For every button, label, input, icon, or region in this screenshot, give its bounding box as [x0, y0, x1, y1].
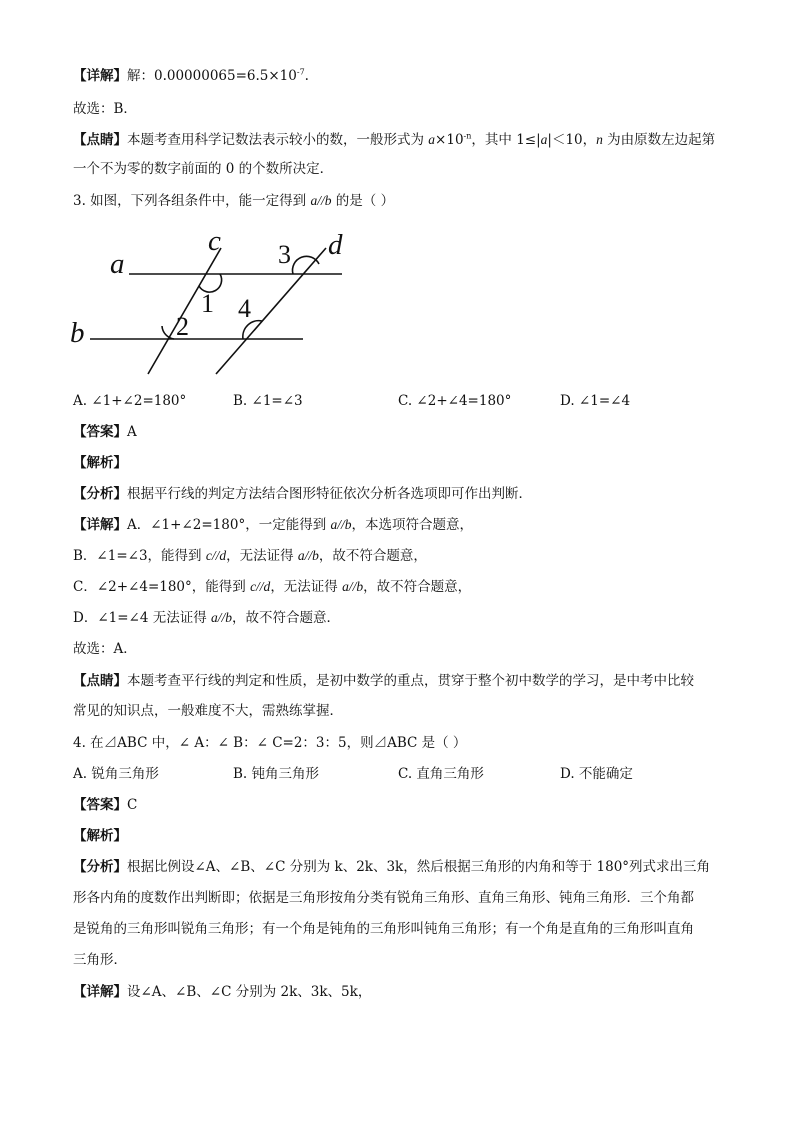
- var-a: a: [540, 132, 548, 147]
- detail-var: a//b: [342, 579, 364, 594]
- q3-option-c: C. ∠2+∠4=180°: [398, 393, 512, 409]
- detail-text: ，故不符合题意，: [363, 579, 472, 595]
- detail-text: D．∠1=∠4 无法证得: [73, 610, 212, 626]
- detail-text: ，无法证得: [270, 579, 343, 595]
- comment-text: 本题考查用科学记数法表示较小的数，一般形式为: [127, 132, 429, 148]
- answer-value: A: [127, 424, 137, 440]
- exponent: -n: [463, 131, 472, 141]
- fenxi-text: 根据比例设∠A、∠B、∠C 分别为 k、2k、3k，然后根据三角形的内角和等于 180°列式求出三角: [127, 859, 711, 875]
- detail-var: a//b: [330, 517, 352, 532]
- detail-var: c//d: [250, 579, 271, 594]
- q3-comment-1: [73, 672, 694, 690]
- stem-text: 的是（ ）: [331, 193, 395, 209]
- parallel-lines-figure: [66, 224, 366, 384]
- comment-text: 为由原数左边起第: [602, 132, 716, 148]
- q4-analysis-tag: 【解析】: [73, 828, 127, 844]
- q3-detail-2: [73, 547, 427, 565]
- comment-text: ×10: [435, 132, 464, 148]
- q4-answer: [73, 796, 137, 814]
- q3-fenxi: [73, 485, 532, 503]
- detail-tag: 【详解】: [73, 68, 127, 84]
- comment-text: ，其中 1≤|: [471, 132, 541, 148]
- answer-tag: 【答案】: [73, 797, 127, 813]
- detail-tag: 【详解】: [73, 517, 127, 533]
- detail-text: ，无法证得: [226, 548, 298, 564]
- line-d: [216, 248, 326, 374]
- answer-tag: 【答案】: [73, 424, 127, 440]
- detail-var: a//b: [297, 548, 319, 563]
- q2-choose: 故选：B．: [73, 101, 137, 117]
- comment-text: |＜10，: [547, 132, 597, 148]
- label-4: 4: [238, 294, 251, 323]
- label-b: b: [70, 317, 85, 349]
- exponent: -7: [296, 67, 305, 77]
- detail-text: ，故不符合题意，: [318, 548, 427, 564]
- q3-detail-1: [73, 516, 473, 534]
- detail-text: 解：0.00000065=6.5×10: [127, 68, 297, 84]
- q2-detail-line: [73, 67, 309, 85]
- q3-option-b: B. ∠1=∠3: [233, 393, 303, 409]
- q3-stem: [73, 192, 394, 210]
- q2-comment-line-2: 一个不为零的数字前面的 0 的个数所决定．: [73, 161, 334, 177]
- detail-var: a//b: [211, 610, 233, 625]
- comment-tag: 【点睛】: [73, 673, 127, 689]
- label-2: 2: [176, 312, 189, 341]
- label-1: 1: [201, 289, 214, 318]
- detail-text: A．∠1+∠2=180°，一定能得到: [127, 517, 331, 533]
- answer-value: C: [127, 797, 138, 813]
- detail-text: ，本选项符合题意，: [351, 517, 473, 533]
- q3-answer: [73, 423, 137, 441]
- q4-option-b: B. 钝角三角形: [233, 766, 320, 782]
- label-c: c: [208, 225, 221, 257]
- detail-text: ，故不符合题意．: [232, 610, 341, 626]
- fenxi-text: 根据平行线的判定方法结合图形特征依次分析各选项即可作出判断．: [127, 486, 532, 502]
- comment-text: 本题考查平行线的判定和性质，是初中数学的重点，贯穿于整个初中数学的学习，是中考中比较: [127, 673, 694, 689]
- detail-text: C．∠2+∠4=180°，能得到: [73, 579, 251, 595]
- q2-comment-line-1: [73, 131, 715, 149]
- stem-var: a//b: [310, 193, 332, 208]
- q3-comment-2: 常见的知识点，一般难度不大，需熟练掌握．: [73, 703, 343, 719]
- q3-detail-4: [73, 609, 340, 627]
- q4-fenxi-4: 三角形．: [73, 952, 127, 968]
- detail-end: .: [304, 68, 309, 84]
- q3-detail-3: [73, 578, 471, 596]
- detail-tag: 【详解】: [73, 984, 127, 1000]
- q3-option-a: A. ∠1+∠2=180°: [73, 393, 187, 409]
- q3-option-d: D. ∠1=∠4: [560, 393, 631, 409]
- detail-text: 设∠A、∠B、∠C 分别为 2k、3k、5k，: [127, 984, 372, 1000]
- q3-analysis-tag: 【解析】: [73, 455, 127, 471]
- q4-option-a: A. 锐角三角形: [73, 766, 159, 782]
- var-a: a: [428, 132, 436, 147]
- detail-text: B．∠1=∠3，能得到: [73, 548, 206, 564]
- label-a: a: [110, 248, 125, 280]
- q4-fenxi-3: 是锐角的三角形叫锐角三角形；有一个角是钝角的三角形叫钝角三角形；有一个角是直角的三角形叫直角: [73, 921, 694, 937]
- q4-detail: [73, 983, 371, 1001]
- q3-choose: 故选：A．: [73, 641, 137, 657]
- q4-fenxi-1: [73, 858, 710, 876]
- label-3: 3: [278, 240, 291, 269]
- fenxi-tag: 【分析】: [73, 859, 127, 875]
- detail-var: c//d: [205, 548, 227, 563]
- label-d: d: [328, 229, 343, 261]
- fenxi-tag: 【分析】: [73, 486, 127, 502]
- q4-option-c: C. 直角三角形: [398, 766, 484, 782]
- stem-text: 3. 如图，下列各组条件中，能一定得到: [73, 193, 311, 209]
- q4-fenxi-2: 形各内角的度数作出判断即；依据是三角形按角分类有锐角三角形、直角三角形、钝角三角形．三个角都: [73, 890, 694, 906]
- q4-option-d: D. 不能确定: [560, 766, 633, 782]
- comment-tag: 【点睛】: [73, 132, 127, 148]
- q4-stem: 4. 在⊿ABC 中，∠ A：∠ B：∠ C=2：3：5，则⊿ABC 是（ ）: [73, 735, 467, 751]
- var-n: n: [596, 132, 603, 147]
